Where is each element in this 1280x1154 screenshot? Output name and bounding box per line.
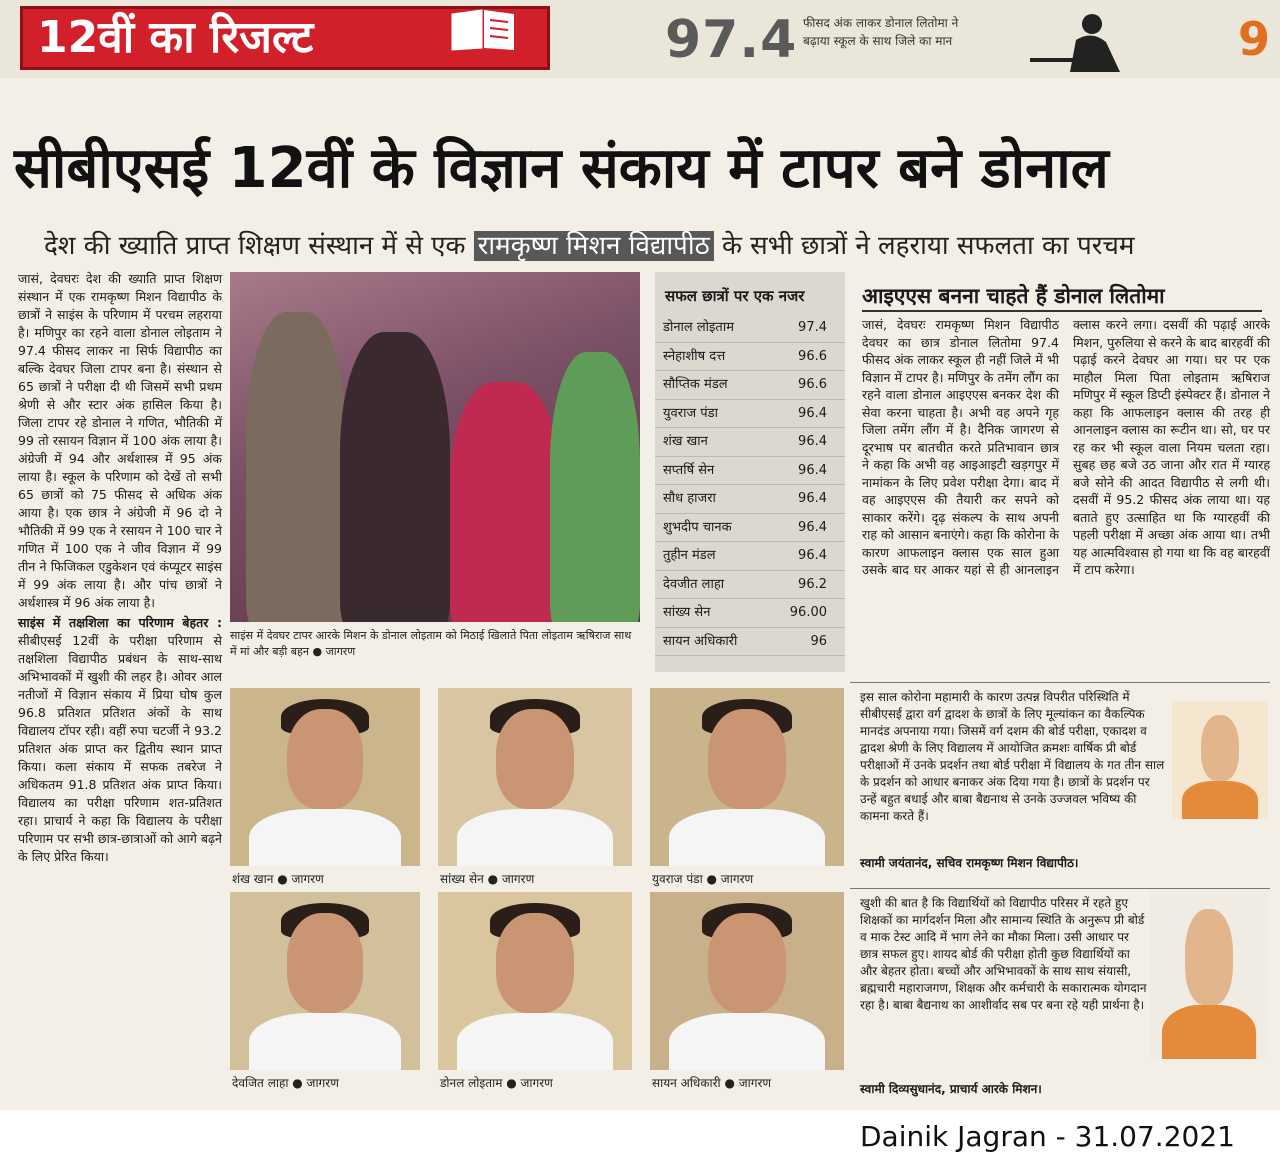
photo-figure-father	[246, 312, 346, 622]
portrait-shirt	[249, 809, 401, 866]
portrait-face	[708, 913, 786, 1013]
topper-score: 96.4	[798, 491, 827, 506]
principal-portrait	[1150, 889, 1268, 1059]
portrait-face	[287, 709, 363, 809]
student-portrait-caption: युवराज पंडा ● जागरण	[652, 872, 754, 886]
topper-name: स्नेहाशीष दत्त	[663, 348, 726, 364]
highlight-score: 97.4	[665, 10, 798, 70]
topper-row	[655, 485, 845, 514]
topper-row	[655, 314, 845, 343]
topper-score: 97.4	[798, 320, 827, 335]
principal-quote-text: खुशी की बात है कि विद्यार्थियों को विद्यापीठ परिसर में रहते हुए शिक्षकों का मार्गदर्शन मिला और सामान्य स्थिति के अनुरूप प्री बोर्ड व माक टेस्ट आदि में भाग लेने का मौका मिला। उसी आधार पर छात्र सफल हुए। शायद बोर्ड की परीक्षा होती कुछ विद्यार्थियों का और बेहतर होता। बच्चों और अभिभावकों के साथ साथ संयासी, ब्रह्मचारी महाराजगण, शिक्षक और कर्मचारी के सकारात्मक योगदान रहा है। बाबा बैद्यनाथ का आशीर्वाद सब पर बना रहे यही प्रार्थना है।	[860, 896, 1147, 1012]
section-banner	[0, 0, 1280, 78]
topper-row	[655, 428, 845, 457]
topper-name: युवराज पंडा	[663, 405, 718, 421]
source-credit: Dainik Jagran - 31.07.2021	[860, 1120, 1235, 1153]
article-para-2: सीबीएसई 12वीं के परीक्षा परिणाम से तक्षशिला विद्यापीठ प्रबंधन के साथ-साथ अभिभावकों में खुशी की लहर है। ओवर आल नतीजों में विज्ञान संकाय में प्रिया घोष कुल 96.8 प्रतिशत प्रतिशत अंकों के साथ विद्यालय टॉपर रही। वहीं रुपा चटर्जी ने 93.2 प्रतिशत अंक प्राप्त कर द्वितीय स्थान प्राप्त किया। कला संकाय में सफक तबरेज ने अधिकतम 91.8 प्रतिशत अंक प्राप्त किया। विद्यालय का परीक्षा परिणाम शत-प्रतिशत रहा। प्राचार्य ने कहा कि विद्यालय के परीक्षा परिणाम पर सभी छात्र-छात्राओं को आगे बढ़ने के लिए प्रेरित किया।	[18, 633, 222, 864]
section-tag-label: 12वीं का रिजल्ट	[37, 12, 314, 63]
principal-quote-box	[850, 888, 1270, 1101]
student-portrait	[650, 892, 844, 1070]
banner-side-text: फीसद अंक लाकर डोनाल लितोमा ने बढ़ाया स्कूल के साथ जिले का मान	[803, 16, 959, 48]
photo-figure-mother	[450, 382, 560, 622]
topper-row	[655, 628, 845, 657]
topper-name: शुभदीप चानक	[663, 519, 732, 535]
student-portrait-caption: सांख्य सेन ● जागरण	[440, 872, 535, 886]
topper-score: 96.00	[789, 605, 827, 620]
portrait-shirt	[669, 809, 824, 866]
topper-score: 96.4	[798, 519, 827, 535]
toppers-rows	[655, 314, 845, 656]
subhead-highlight: रामकृष्ण मिशन विद्यापीठ	[474, 231, 714, 261]
student-portrait	[438, 688, 632, 866]
topper-row	[655, 542, 845, 571]
topper-score: 96.6	[798, 348, 827, 364]
ias-story-title: आइएएस बनना चाहते हैं डोनाल लितोमा	[862, 284, 1165, 308]
topper-name: सौप्तिक मंडल	[663, 377, 728, 392]
topper-name: सायन अधिकारी	[663, 633, 738, 649]
headline: सीबीएसई 12वीं के विज्ञान संकाय में टापर बने डोनाल	[14, 136, 1109, 201]
subhead-after: के सभी छात्रों ने लहराया सफलता का परचम	[721, 231, 1135, 261]
secretary-portrait	[1172, 701, 1268, 819]
principal-robe	[1162, 1005, 1256, 1059]
student-portrait-caption: डोनल लोइताम ● जागरण	[440, 1076, 553, 1090]
student-portrait-caption: सायन अधिकारी ● जागरण	[652, 1076, 772, 1090]
ias-story-text: जासं, देवघरः रामकृष्ण मिशन विद्यापीठ देवघर का छात्र डोनाल लितोमा 97.4 फीसद अंक लाकर स्कूल ही नहीं जिले में भी विज्ञान में टापर है। मणिपुर के तमेंग लौंग का रहने वाला डोनाल आइएएस बनकर देश की सेवा करना चाहता है। अभी वह अपने गृह जिला तमेंग लौंग में है। दैनिक जागरण से दूरभाष पर बातचीत करते प्रतिभावान छात्र ने कहा कि अभी वह आइआइटी खड़गपुर में नामांकन के लिए प्रवेश परीक्षा देगा। बाद में वह आइएएस की तैयारी कर सपने को साकार करेंगे। दृढ़ संकल्प के साथ अपनी राह को आसान बनाएंगे। कहा कि कोरोना के कारण आफलाइन क्लास एक साल हुआ उसके बाद घर आकर यहां से ही आनलाइन क्लास करने लगा। दसवीं की पढ़ाई आरके मिशन, पुरुलिया से करने के बाद बारहवीं की पढ़ाई करने देवघर आ गया। घर पर एक माहौल मिला पिता लोइताम ऋषिराज मणिपुर में स्कूल डिप्टी इंस्पेक्टर हैं। डोनाल ने कहा कि आफलाइन क्लास की तरह ही आनलाइन क्लास का रूटीन था। सो, घर पर रह कर भी स्कूल वाला नियम चलता रहा। सुबह छह बजे उठ जाना और रात में ग्यारह बजे सोने की आदत विद्यापीठ से लगी थी। दसवीं में 95.2 फीसद अंक लाया था। यह बताते हुए उत्साहित था कि ग्यारहवीं की पहली परीक्षा में अच्छा अंक आया था। तभी यह आत्मविश्वास हो गया था कि वह बारहवीं में टाप करेगा।	[862, 317, 1270, 577]
portrait-shirt	[669, 1013, 824, 1070]
topper-score: 96.4	[798, 405, 827, 421]
topper-name: देवजीत लाहा	[663, 576, 725, 592]
title-rule	[862, 310, 1262, 312]
book-icon	[448, 6, 518, 52]
family-photo-caption: साइंस में देवघर टापर आरके मिशन के डोनाल लोइताम को मिठाई खिलाते पिता लोइताम ऋषिराज साथ में मां और बड़ी बहन ● जागरण	[230, 629, 632, 658]
subhead-before: देश की ख्याति प्राप्त शिक्षण संस्थान में से एक	[44, 231, 466, 261]
portrait-face	[496, 913, 574, 1013]
student-portrait	[438, 892, 632, 1070]
student-writing-icon	[1010, 10, 1150, 72]
topper-name: सौध हाजरा	[663, 491, 716, 506]
portrait-shirt	[249, 1013, 401, 1070]
secretary-quote-text: इस साल कोरोना महामारी के कारण उत्पन्न विपरीत परिस्थिति में सीबीएसई द्वारा वर्ग द्वादश के छात्रों के लिए मूल्यांकन का वैकल्पिक मानदंड अपनाया गया। जिसमें वर्ग दशम की बोर्ड परीक्षा, एकादश व द्वादश श्रेणी के लिए विद्यालय में आयोजित क्रमशः वार्षिक प्री बोर्ड परीक्षाओं में उनके प्रदर्शन तथा बोर्ड परीक्षा में विद्यालय के गत तीन साल के प्रदर्शन को आधार बनाकर अंक दिया गया है। छात्रों के प्रदर्शन पर उन्हें बहुत बधाई और बाबा बैद्यनाथ से उनके उज्जवल भविष्य की कामना करते हैं।	[860, 690, 1165, 823]
topper-row	[655, 599, 845, 628]
secretary-signature: स्वामी जयंतानंद, सचिव रामकृष्ण मिशन विद्यापीठ।	[860, 856, 1079, 870]
topper-name: शंख खान	[663, 434, 708, 449]
student-portrait	[230, 688, 420, 866]
toppers-table	[655, 272, 845, 672]
topper-name: सप्तर्षि सेन	[663, 462, 715, 478]
article-para-1: जासं, देवघरः देश की ख्याति प्राप्त शिक्षण संस्थान में एक रामकृष्ण मिशन विद्यापीठ के छात्रों ने साइंस के परिणाम में परचम लहराया है। मणिपुर का रहने वाला डोनाल लोइताम ने 97.4 फीसद लाकर ना सिर्फ विद्यापीठ का बल्कि देवघर जिला टापर बना है। संस्थान से 65 छात्रों ने परीक्षा दी थी जिसमें सभी प्रथम श्रेणी से और स्टार अंक हासिल किया है। जिला टापर रहे डोनाल ने गणित, भौतिकी में 99 तो रसायन विज्ञान में 100 अंक लाया है। अंग्रेजी में 94 और अर्थशास्त्र में 95 अंक लाया है। स्कूल के परिणाम को देखें तो सभी 65 छात्रों को 75 फीसद से अधिक अंक आया है। एक छात्र ने अंग्रेजी में 96 दो ने भौतिकी में 99 एक ने रसायन ने 100 चार ने गणित में 100 एक ने जीव विज्ञान में 99 तीन ने फिजिकल एडुकेशन एवं कंप्यूटर साइंस में 99 अंक लाया है। और पांच छात्रों ने अर्थशास्त्र में 96 अंक लाया है।	[18, 271, 222, 610]
principal-face	[1185, 909, 1232, 1004]
portrait-face	[287, 913, 363, 1013]
student-portrait	[230, 892, 420, 1070]
student-portrait	[650, 688, 844, 866]
topper-score: 96	[810, 633, 827, 649]
portrait-face	[708, 709, 786, 809]
topper-name: सांख्य सेन	[663, 605, 711, 620]
topper-name: डोनाल लोइताम	[663, 320, 734, 335]
topper-row	[655, 371, 845, 400]
topper-row	[655, 571, 845, 600]
portrait-face	[496, 709, 574, 809]
principal-signature: स्वामी दिव्यसुधानंद, प्राचार्य आरके मिशन।	[860, 1082, 1042, 1096]
secretary-quote-box	[850, 682, 1270, 879]
topper-score: 96.2	[798, 576, 827, 592]
topper-score: 96.6	[798, 377, 827, 392]
portrait-shirt	[457, 809, 612, 866]
portrait-shirt	[457, 1013, 612, 1070]
family-photo	[230, 272, 640, 622]
main-article-column	[18, 270, 222, 868]
student-portrait-caption: देवजित लाहा ● जागरण	[232, 1076, 339, 1090]
student-portrait-caption: शंख खान ● जागरण	[232, 872, 324, 886]
topper-score: 96.4	[798, 434, 827, 449]
photo-figure-sister	[550, 352, 640, 622]
photo-figure-student	[340, 332, 450, 622]
toppers-table-title: सफल छात्रों पर एक नजर	[665, 287, 805, 305]
topper-row	[655, 343, 845, 372]
secretary-robe	[1182, 781, 1259, 819]
topper-row	[655, 400, 845, 429]
article-section-title: साइंस में तक्षशिला का परिणाम बेहतर :	[18, 615, 222, 630]
topper-row	[655, 457, 845, 486]
topper-score: 96.4	[798, 462, 827, 478]
topper-name: तुहीन मंडल	[663, 548, 716, 563]
secretary-face	[1201, 715, 1239, 781]
topper-score: 96.4	[798, 548, 827, 563]
edge-number: 9	[1238, 12, 1271, 66]
topper-row	[655, 514, 845, 543]
subheadline	[44, 226, 1274, 262]
